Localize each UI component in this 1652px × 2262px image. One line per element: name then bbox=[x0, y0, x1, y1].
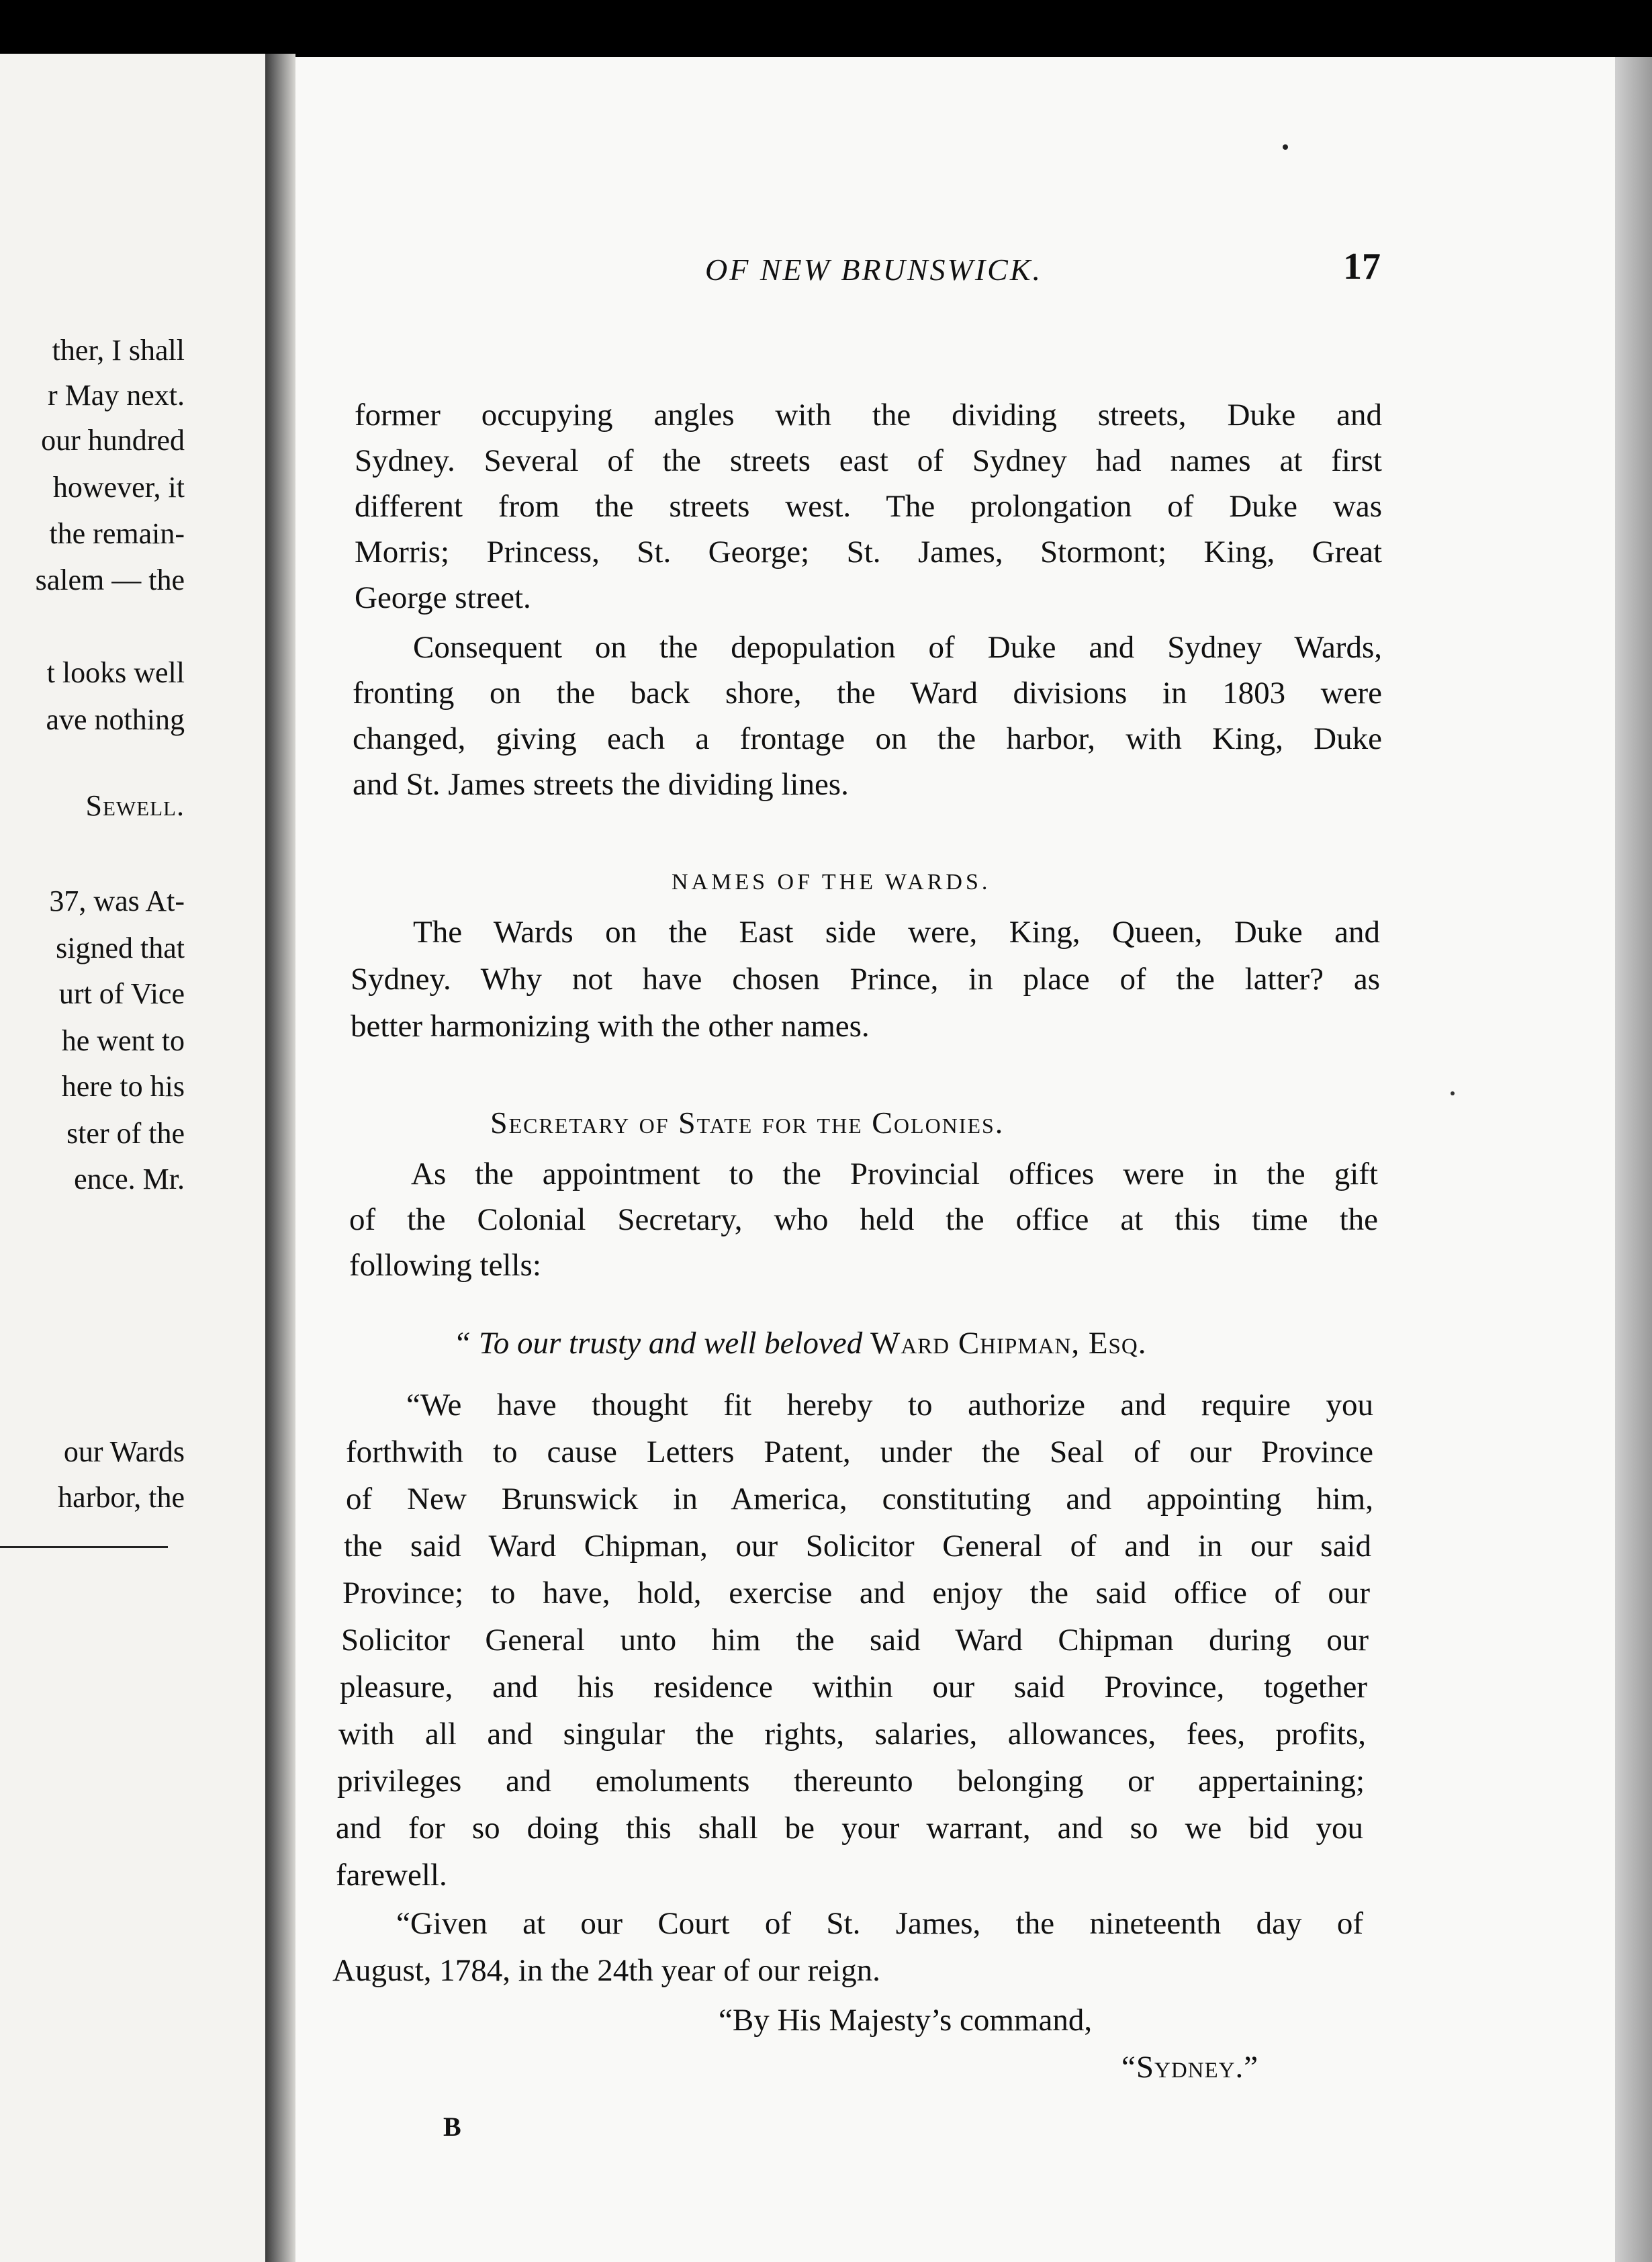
text-line: Sydney. Several of the streets east of Sydney had names at first bbox=[355, 443, 1382, 478]
text-line: Province; to have, hold, exercise and enjoy the said office of our bbox=[342, 1576, 1370, 1611]
text-line: following tells: bbox=[349, 1248, 541, 1283]
text-line: with all and singular the rights, salaries, allowances, fees, profits, bbox=[338, 1717, 1366, 1752]
text-line: former occupying angles with the dividing streets, Duke and bbox=[355, 398, 1382, 433]
text-line: of New Brunswick in America, constituting and appointing him, bbox=[346, 1482, 1373, 1517]
left-page-line: however, it bbox=[52, 471, 185, 504]
letter-salutation bbox=[453, 1325, 1147, 1361]
salutation-name: Ward Chipman, Esq. bbox=[870, 1326, 1147, 1361]
text-line: Consequent on the depopulation of Duke and Sydney Wards, bbox=[413, 630, 1382, 665]
page-number: 17 bbox=[1343, 246, 1381, 287]
text-line: “We have thought fit hereby to authorize and require you bbox=[406, 1388, 1373, 1422]
section-heading-names-of-wards: NAMES OF THE WARDS. bbox=[672, 870, 991, 895]
page-edge bbox=[1615, 57, 1652, 2262]
text-line: Sydney. Why not have chosen Prince, in place of the latter? as bbox=[351, 962, 1380, 997]
previous-page-fragment bbox=[0, 54, 265, 2262]
left-page-line: here to his bbox=[61, 1070, 185, 1103]
text-line: changed, giving each a frontage on the harbor, with King, Duke bbox=[353, 721, 1382, 756]
section-heading-secretary-of-state: Secretary of State for the Colonies. bbox=[490, 1105, 1005, 1140]
left-page-line: 37, was At- bbox=[49, 885, 185, 917]
left-page-line: ence. Mr. bbox=[74, 1163, 185, 1195]
left-page-line: he went to bbox=[61, 1024, 185, 1057]
page bbox=[295, 57, 1615, 2262]
letter-signature: “Sydney.” bbox=[1121, 2050, 1259, 2085]
text-line: farewell. bbox=[336, 1858, 447, 1893]
left-page-line: Sewell. bbox=[85, 789, 185, 822]
text-line: August, 1784, in the 24th year of our reign. bbox=[332, 1953, 880, 1988]
text-line: Solicitor General unto him the said Ward Chipman during our bbox=[341, 1623, 1369, 1658]
salutation-text: “ To our trusty and well beloved bbox=[453, 1326, 863, 1361]
text-line: fronting on the back shore, the Ward divisions in 1803 were bbox=[353, 676, 1382, 711]
command-line: “By His Majesty’s command, bbox=[719, 2003, 1093, 2038]
left-page-line: salem — the bbox=[35, 563, 185, 596]
left-page-line: signed that bbox=[56, 932, 185, 964]
left-page-line: urt of Vice bbox=[58, 977, 185, 1010]
printer-signature-mark: B bbox=[443, 2112, 461, 2142]
text-line: the said Ward Chipman, our Solicitor General of and in our said bbox=[344, 1529, 1371, 1564]
text-line: George street. bbox=[355, 580, 531, 615]
running-head: OF NEW BRUNSWICK. bbox=[705, 253, 1043, 287]
ink-speck bbox=[1283, 144, 1288, 150]
left-page-line: r May next. bbox=[47, 379, 185, 412]
text-line: The Wards on the East side were, King, Queen, Duke and bbox=[413, 915, 1380, 950]
left-page-line: our hundred bbox=[41, 424, 185, 457]
text-line: better harmonizing with the other names. bbox=[351, 1009, 870, 1044]
text-line: As the appointment to the Provincial offices were in the gift bbox=[411, 1157, 1378, 1191]
text-line: forthwith to cause Letters Patent, under the Seal of our Province bbox=[346, 1435, 1373, 1469]
text-line: different from the streets west. The prolongation of Duke was bbox=[355, 489, 1382, 524]
book-gutter bbox=[265, 54, 295, 2262]
left-page-line: harbor, the bbox=[58, 1481, 185, 1514]
left-page-line: the remain- bbox=[49, 517, 185, 550]
footnote-rule bbox=[0, 1546, 168, 1548]
left-page-line: ther, I shall bbox=[52, 334, 185, 367]
text-line: and St. James streets the dividing lines. bbox=[353, 767, 849, 802]
text-line: of the Colonial Secretary, who held the office at this time the bbox=[349, 1202, 1378, 1237]
text-line: “Given at our Court of St. James, the nineteenth day of bbox=[396, 1906, 1363, 1941]
text-line: pleasure, and his residence within our said Province, together bbox=[340, 1670, 1367, 1705]
left-page-line: ster of the bbox=[66, 1117, 185, 1150]
text-line: Morris; Princess, St. George; St. James, Stormont; King, Great bbox=[355, 535, 1382, 570]
ink-speck bbox=[1451, 1091, 1455, 1095]
text-line: and for so doing this shall be your warrant, and so we bid you bbox=[336, 1811, 1363, 1846]
left-page-line: our Wards bbox=[63, 1435, 185, 1468]
text-line: privileges and emoluments thereunto belonging or appertaining; bbox=[337, 1764, 1365, 1799]
left-page-line: t looks well bbox=[46, 656, 185, 689]
left-page-line: ave nothing bbox=[46, 703, 185, 736]
